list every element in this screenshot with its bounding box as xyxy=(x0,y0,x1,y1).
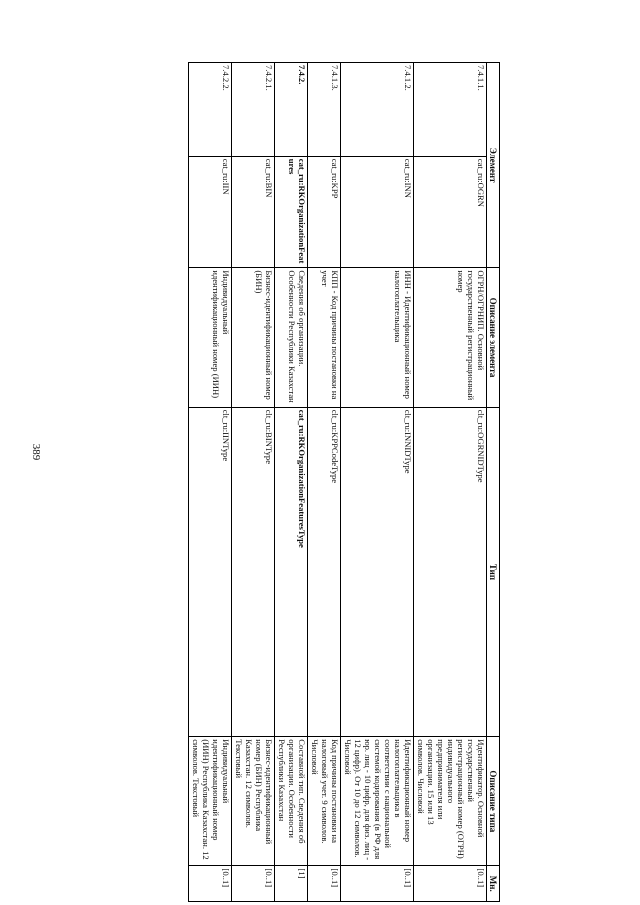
row-type-description: Индивидуальный идентификационный номер (ИИН) Республика Казахстан. 12 символов. Текстовый xyxy=(189,737,232,866)
table-row xyxy=(232,63,275,902)
row-element: cat_ru:INN xyxy=(341,156,414,268)
row-type: clt_ru:OGRNIDType xyxy=(413,407,486,737)
row-multiplicity: [0..1] xyxy=(308,866,341,902)
row-multiplicity: [1] xyxy=(275,866,308,902)
header-type: Тип xyxy=(486,407,499,737)
row-number: 7.4.1.3. xyxy=(308,63,341,157)
row-type: clt_ru:KPPCodeType xyxy=(308,407,341,737)
rotated-table-container xyxy=(100,62,500,902)
elements-table xyxy=(188,62,500,902)
row-element: cat_ru:KPP xyxy=(308,156,341,268)
row-number: 7.4.2. xyxy=(275,63,308,157)
header-element: Элемент xyxy=(486,63,499,268)
row-number: 7.4.2.1. xyxy=(232,63,275,157)
row-multiplicity: [0..1] xyxy=(341,866,414,902)
row-type-description: Бизнес-идентификационный номер (БИН) Республика Казахстан. 12 символов. Текстовый xyxy=(232,737,275,866)
row-element: cat_ru:BIN xyxy=(232,156,275,268)
row-type-description: Идентификатор. Основной государственный регистрационный номер (ОГРН) индивидуального предпринимателя или организации. 15 или 13 символов. Числовой xyxy=(413,737,486,866)
row-description: Бизнес-идентификационный номер (БИН) xyxy=(232,268,275,407)
row-description: Сведения об организации. Особенности Республики Казахстан xyxy=(275,268,308,407)
row-element: cat_ru:IIN xyxy=(189,156,232,268)
table-row xyxy=(308,63,341,902)
row-number: 7.4.2.2. xyxy=(189,63,232,157)
header-multiplicity: Мн. xyxy=(486,866,499,902)
table-row-section xyxy=(275,63,308,902)
row-multiplicity: [0..1] xyxy=(232,866,275,902)
row-multiplicity: [0..1] xyxy=(189,866,232,902)
row-type: clt_ru:IINType xyxy=(189,407,232,737)
header-element-description: Описание элемента xyxy=(486,268,499,407)
row-type-description: Составной тип. Сведения об организации. Особенности Республики Казахстан xyxy=(275,737,308,866)
table-row xyxy=(189,63,232,902)
header-type-description: Описание типа xyxy=(486,737,499,866)
table-row xyxy=(413,63,486,902)
row-description: ИНН - Идентификационный номер налогоплательщика xyxy=(341,268,414,407)
row-multiplicity: [0..1] xyxy=(413,866,486,902)
row-type: clt_ru:BINType xyxy=(232,407,275,737)
row-description: ОГРН/ОГРНИП. Основной государственный регистрационный номер xyxy=(413,268,486,407)
row-number: 7.4.1.1. xyxy=(413,63,486,157)
row-description: КПП - Код причины постановки на учет xyxy=(308,268,341,407)
row-type-description: Идентификационный номер налогоплательщика в соответствии с национальной системой кодирования (в РФ для юр. лиц - 10 цифр, для физ. лиц - 12 цифр). От 10 до 12 символов. Числовой xyxy=(341,737,414,866)
table-row xyxy=(341,63,414,902)
row-type: cat_ru:RKOrganizationFeaturesType xyxy=(275,407,308,737)
row-type-description: Код причины постановки на налоговый учет. 9 символов. Числовой xyxy=(308,737,341,866)
row-number: 7.4.1.2. xyxy=(341,63,414,157)
row-description: Индивидуальный идентификационный номер (ИИН) xyxy=(189,268,232,407)
row-type: clt_ru:INNIDType xyxy=(341,407,414,737)
page-number: 389 xyxy=(30,443,42,461)
row-element: cat_ru:OGRN xyxy=(413,156,486,268)
row-element: cat_ru:RKOrganizationFeatures xyxy=(275,156,308,268)
